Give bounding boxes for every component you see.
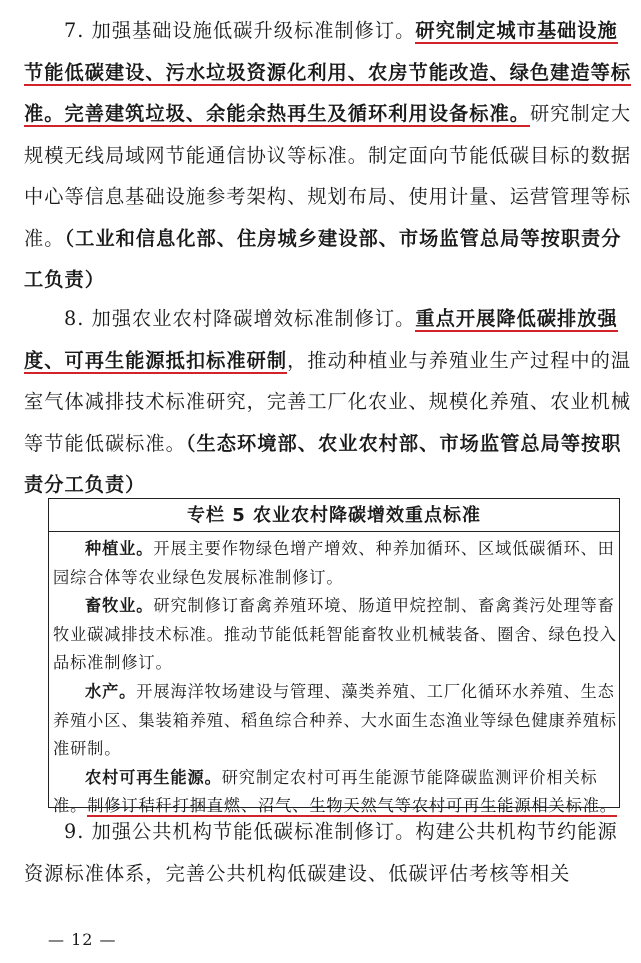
section-7-body: 研究制定大规模无线局域网节能通信协议等标准。制定面向节能低碳目标的数据中心等信息基础设施参考架构、规划布局、使用计量、运营管理等标准。 [24,102,632,250]
section-9-number: 9. [64,820,85,843]
section-8-heading: 加强农业农村降碳增效标准制修订。 [91,307,416,330]
section-8-body: ，推动种植业与养殖业生产过程中的温室气体减排技术标准研究，完善工厂化农业、规模化养殖、农业机械等节能低碳标准。 [24,348,632,455]
column-item-planting [53,535,617,592]
column-item-text: 研究制修订畜禽养殖环境、肠道甲烷控制、畜禽粪污处理等畜牧业碳减排技术标准。推动节能低耗智能畜牧业机械装备、圈舍、绿色投入品标准制修订。 [53,596,617,673]
section-8-responsible: （生态环境部、农业农村部、市场监管总局等按职责分工负责） [24,431,622,496]
section-9-body: 构建公共机构节约能源资源标准体系，完善公共机构低碳建设、低碳评估考核等相关 [24,820,618,885]
section-7-heading: 加强基础设施低碳升级标准制修订。 [91,19,416,42]
column-item-head: 农村可再生能源。 [85,767,222,787]
section-8-number: 8. [64,307,85,330]
column-item-head: 畜牧业。 [85,596,154,616]
section-8-highlight: 重点开展降低碳排放强度、可再生能源抵扣标准研制 [24,307,618,372]
section-7-highlight: 研究制定城市基础设施节能低碳建设、污水垃圾资源化利用、农房节能改造、绿色建造等标准。完善建筑垃圾、余能余热再生及循环利用设备标准。 [24,19,632,125]
page-number: — 12 — [48,930,117,949]
section-7-responsible: （工业和信息化部、住房城乡建设部、市场监管总局等按职责分工负责） [24,226,622,291]
column-item-text: 开展海洋牧场建设与管理、藻类养殖、工厂化循环水养殖、生态养殖小区、集装箱养殖、稻鱼综合种养、大水面生态渔业等绿色健康养殖标准研制。 [53,681,617,759]
column-item-head: 种植业。 [85,539,154,558]
column-item-livestock [53,592,617,678]
column-box-title: 专栏 5 农业农村降碳增效重点标准 [49,501,619,532]
column-box [48,498,620,816]
column-item-aquatic [53,678,617,764]
section-7-number: 7. [64,19,85,42]
column-item-head: 水产。 [85,681,137,701]
column-item-highlight: 制修订秸秆打捆直燃、沼气、生物天然气等农村可再生能源相关标准。 [87,796,617,816]
column-item-text: 研究制定农村可再生能源节能降碳监测评价相关标准。 [53,767,598,816]
column-box-body [53,535,617,821]
section-9-heading: 加强公共机构节能低碳标准制修订。 [91,820,416,843]
section-9-paragraph [24,811,634,894]
section-8-paragraph [24,298,634,506]
section-7-paragraph [24,10,634,301]
column-item-text: 开展主要作物绿色增产增效、种养加循环、区域低碳循环、田园综合体等农业绿色发展标准制修订。 [53,539,615,587]
